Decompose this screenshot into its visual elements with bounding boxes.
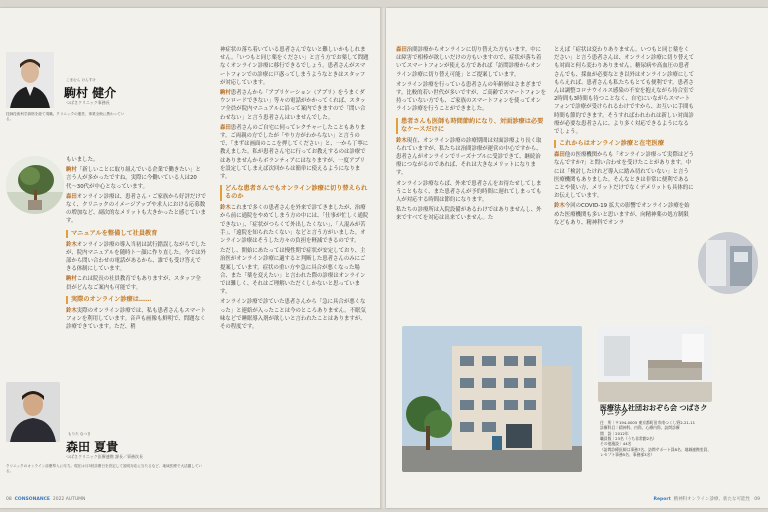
- speaker: 鈴木: [554, 203, 565, 210]
- paragraph: 鈴木今回のCOVID-19 拡大の影響でオンライン診療を始めた医療機関も多いと思いますが、向精神薬の処方制限などもあり、精神科でオンラ: [554, 203, 690, 226]
- page-number: 08: [6, 497, 12, 502]
- clinic-departments: 診療科目｜精神科、内科、心療内科、訪問診療: [600, 425, 680, 431]
- paragraph: 鈴木オンライン診療の導入当初は試行錯誤しながらでしたが、院内マニュアルを随時ト－顔に作り直した。今では外部から問い合わせの電話があるから、誰でも受け答えできる体制にしています。: [66, 241, 206, 273]
- clinic-beds: その他施設｜44名: [600, 441, 632, 447]
- clinic-building-photo: [402, 326, 582, 472]
- plant-photo: [6, 156, 64, 214]
- clinic-staff: 職員数｜23名（うち非常勤2名）: [600, 436, 657, 442]
- speaker: 駒村: [66, 167, 77, 174]
- paragraph: 森田患者さんのご自宅に伺ってレクチャーしたこともあります。ご両親の方でしたが「やり方がわからない」と言うので、「まずは画面のここを押してください」と、一から丁寧に教えました。私が患者さん宅に行ってお教えするのは診療ではありませんからボランティアにはなりますが、一度アプリを設定してしまえば次回からは簡単に使えるようになります。: [220, 124, 369, 181]
- section-heading: これからはオンライン診療と在宅医療: [554, 140, 694, 148]
- speaker: 駒村: [66, 276, 77, 283]
- paragraph: オンライン診療を行っている患者さんの年齢層はさまざまです。比較的若い世代が多いですが、ご高齢でスマートフォンを持っていない方でも、ご家族のスマートフォンを使ってオンライン診療を行うことができました。: [396, 81, 546, 113]
- section-heading: マニュアルを整備して社員教育: [66, 230, 206, 238]
- left-footer: [6, 497, 85, 502]
- profile2-note: クリニックのオンライン診療導入に尽力。現在は月3回診療日を設定して説明対応に当たるなど、地域医療で大活躍している。: [6, 464, 203, 473]
- section-heading: 実際のオンライン診療は……: [66, 296, 206, 304]
- magazine-name: CONSONANCE: [14, 497, 50, 502]
- paragraph: 鈴木実際のオンライン診療では、私も患者さんもスマートフォンを利用しています。音声も画像も鮮明で、問題なく診療できています。ただ、稍: [66, 307, 206, 331]
- right-footer: [654, 496, 760, 502]
- clinic-note: （訪問診療医師は事務7名、訪問サポート員8名、地域連携室員、レセプト事務5名、事務部3名）: [600, 446, 712, 458]
- speaker: 森田: [220, 124, 231, 131]
- interior-photo-small: [698, 232, 758, 294]
- profile2-ruby: もりた なつき: [68, 432, 91, 436]
- paragraph: オンライン診療で診ていた患者さんから「急に具合が悪くなった」と連絡が入ったことは今のところありません。不眠気味などで睡眠導入剤が欲しいと言われたことはありますが、その程度です。: [220, 299, 366, 331]
- paragraph: 駒村患者さんから「アプリケーション（アプリ）をうまくダウンロードできない」等々の電話がかかってくれば、スタッフ全員が院内マニュアルに沿って案内できますので「問い合わせない」と言う患者さんはいませんでした。: [220, 90, 366, 121]
- paragraph: 神症状の落ち着いている患者さんでないと難しいかもしれません。「いつもと同じ薬をください」と言う方でお薬して問題なくオンライン診療に移行できるでしょう。患者さんがスマートフォンでの診療に戸惑ってしまうようなときはスタッフが対応しています。: [220, 47, 369, 86]
- paragraph: 森田オンライン診療は、患者さん・ご家族から好評だけでなく、クリニックのイメージアップや求人における応募数の増加など、副次的なメリットも大きかったと感じています。: [66, 193, 207, 225]
- left-column-2: [220, 46, 370, 333]
- profile2-name: 森田 夏貴: [66, 440, 119, 454]
- paragraph: 森田他の医療機関からも「オンライン診療って実際はどうなんですか?」と問い合わせを受けたことがあります。中には「検討したけれど導入に踏み切れていない」と言う医療機関もありました。そんなときは非常に便利であることや使い方、メリットだけでなくデメリットも具体的にお伝えしています。: [554, 152, 695, 200]
- paragraph: 駒村「新しいことに取り組んでいる企業で働きたい」と言う人が多かったですね。実際に今働いている人は20代〜30代が中心となっています。: [66, 167, 201, 190]
- right-column-1: [396, 46, 546, 225]
- profile1-ruby: こまむら けんすけ: [66, 78, 96, 82]
- portrait-photo-morita: [6, 382, 60, 442]
- profile1-note: 技師技術科学資格を経て現職。クリニックの運営、事業全般に携わっている。: [6, 112, 125, 121]
- speaker: 鈴木: [66, 241, 77, 248]
- speaker: 森田: [396, 47, 407, 53]
- speaker: 森田: [554, 152, 565, 159]
- paragraph: 鈴木現在、オンライン診療の診療期間は対面診療より長く取られていますが、私たちは治間診療が運営の中心ですから、患者さんがオンラインでリーズナブルに受診できて、継続治療につながるのであれば、それは大きなメリットになります。: [396, 137, 542, 177]
- speaker: 鈴木: [220, 205, 231, 212]
- speaker: 鈴木: [396, 137, 407, 144]
- section-heading: どんな患者さんでもオンライン診療に切り替えられるのか: [220, 185, 370, 201]
- paragraph: 私たちの診療所は入院設備があるわけではありませんし、外来ですべてを対応は出来ていません。た: [396, 207, 542, 222]
- clinic-address: 住 所｜〒194-0005 東京都町田市南つくし野2-21-11: [600, 419, 696, 425]
- issue: 2022 AUTUMN: [52, 497, 86, 502]
- paragraph: 鈴木これまで多くの患者さんを外来で診てきましたが、治療から前に通院をやめてしまう方の中には、「仕事が忙しく通院できない」、「症状がつらくて外出したくない」、「人混みが苦手」、「遠院を知られたくない」などと言う方がいました。オンライン診療はそうした方々の負担を軽減できるのです。: [220, 205, 369, 245]
- speaker: 森田: [66, 193, 77, 200]
- clinic-opened: 開 設｜2012年: [600, 430, 629, 436]
- page-number: 09: [754, 497, 760, 502]
- paragraph: ただし、開始にあたっては慢性期で症状が安定しており、主治医がオンライン診療に適すると判断した患者さんのみにご提案しています。症状の重い方や急に具合が悪くなった場合、また「薬を変えたい」と言われた際の診療はオンラインでは難しく、それはご理解いただくしかないと思っています。: [220, 248, 366, 296]
- paragraph: もいました。: [66, 157, 99, 163]
- left-page: [0, 8, 382, 508]
- report-label: Report: [653, 497, 671, 502]
- clinic-info: [600, 406, 712, 468]
- section-heading: 患者さんも医師も時間節約になり、対面診療は必要なケースだけに: [396, 118, 546, 134]
- profile2-title: つばさクリニック医療連携 課長／事務次長: [66, 454, 144, 459]
- right-column-2: [554, 46, 694, 229]
- paragraph: 駒村これは院長の社員教育でもありますが、スタッフ全員がどんなご案内も可能です。: [66, 276, 201, 291]
- profile1-name: 駒村 健介: [64, 86, 117, 100]
- speaker: 駒村: [220, 90, 231, 97]
- speaker: 鈴木: [66, 307, 77, 314]
- portrait-photo-komamura: [6, 52, 54, 108]
- clinic-title: 医療法人社団おおぞら会 つばさクリニック: [600, 404, 708, 418]
- left-column-1: [66, 156, 206, 333]
- paragraph: オンライン診療ならば、外来で患者さんをお待たせしてしまうこともなく、また患者さんが予約時間に遅れてしまっても人が対応する時間は節約になります。: [396, 180, 542, 204]
- report-theme: 精神科オンライン診療、新たな可能性: [673, 497, 750, 502]
- profile1-title: つばさクリニック事務長: [66, 100, 110, 105]
- paragraph: 森田治間診療からオンラインに切り替えた方もいます。中には障害で相棒が欲しいだけの方もいますので、症状が落ち着いてスマートフォンが使える方であれば「訪問診療からオンライン診療に切り替え可能」とご提案しています。: [396, 47, 542, 78]
- paragraph: とえば「症状は変わりありません。いつもと同じ薬をください」と言う患者さんは、オンライン診療に切り替えても対面と何ら変わりありません。糖尿病や高血圧の患者さんでも、採血が必要なとき以外はオンライン診療にしてもらえれば、患者さんも私たちもとても便利です。患者さんは調整コロナウイルス感染の不安を抱えながら待合室で2時間も3時間も待つことなく、自宅にいながらスマートフォンで診療が受けられるわけですから、お互いに手間も時間も節約できます。そうすればわれわれは新しい対面診療が必要な患者さんに、より多く対応できるようになるでしょう。: [554, 47, 694, 136]
- waiting-room-photo: [598, 326, 712, 402]
- right-page: [386, 8, 768, 508]
